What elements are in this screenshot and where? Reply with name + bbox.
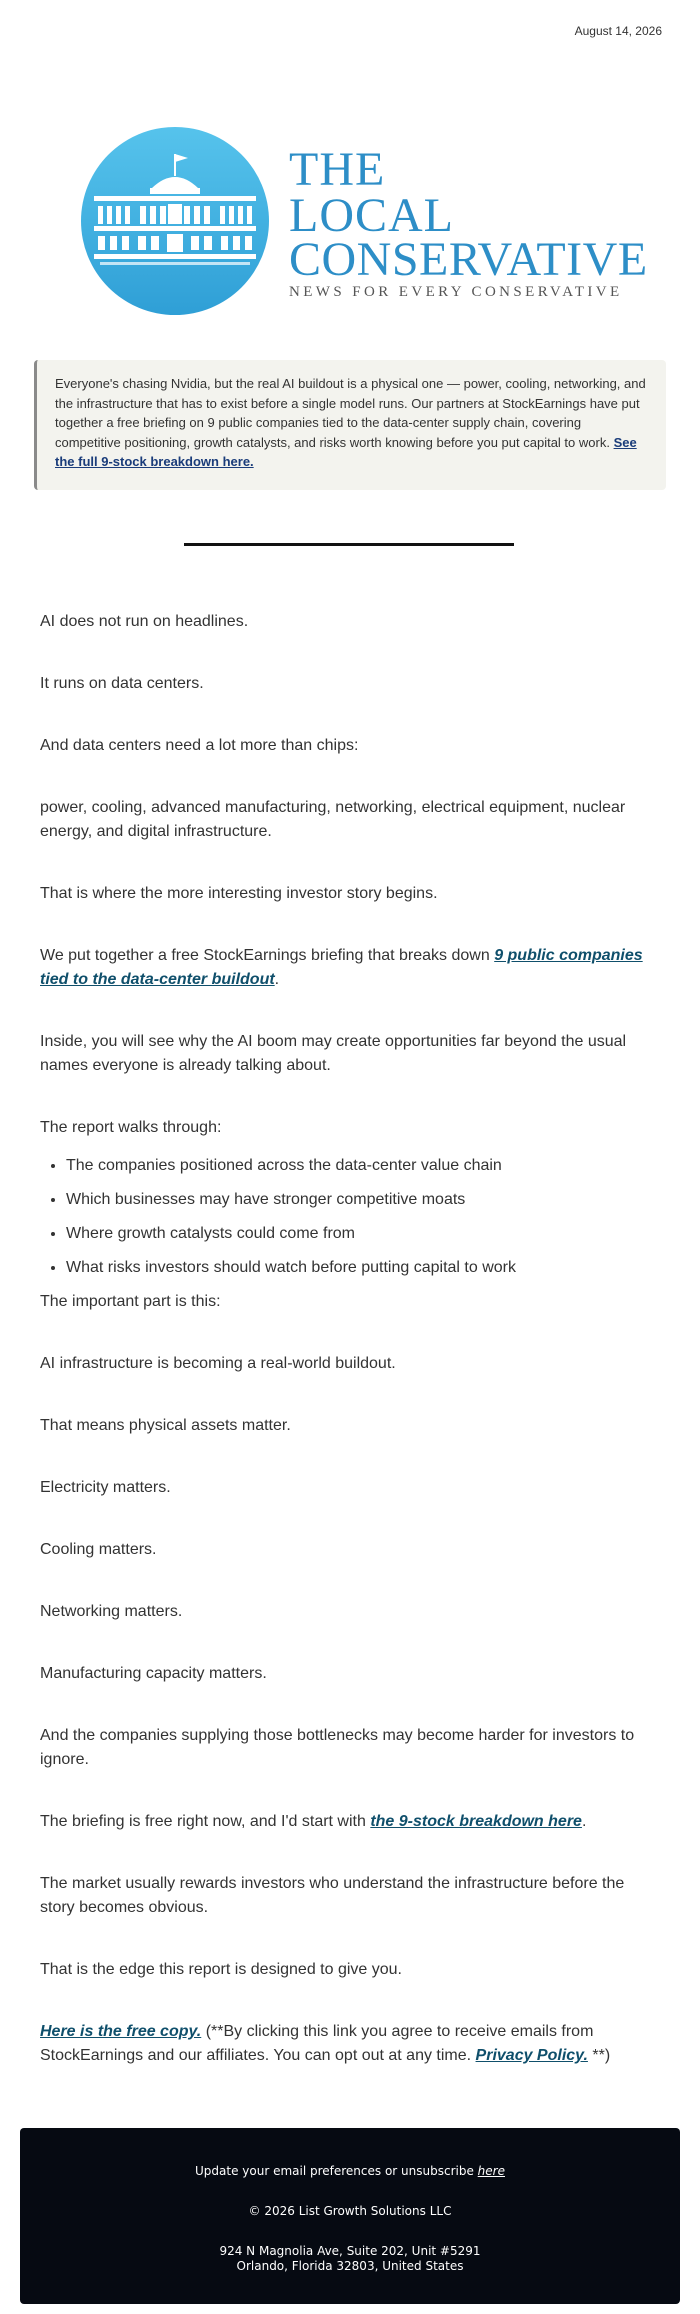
paragraph: power, cooling, advanced manufacturing, networking, electrical equipment, nuclear energy, and digital infrastructure. xyxy=(40,799,626,840)
paragraph: It runs on data centers. xyxy=(40,675,204,692)
paragraph: Networking matters. xyxy=(40,1603,183,1620)
logo-line-1: THE xyxy=(289,143,386,196)
list-item: • Where growth catalysts could come from xyxy=(66,1222,660,1246)
paragraph: The report walks through: xyxy=(40,1119,222,1136)
unsubscribe-link[interactable]: here xyxy=(477,2164,505,2178)
paragraph: The market usually rewards investors who understand the infrastructure before the story becomes obvious. xyxy=(40,1875,625,1916)
companies-link[interactable]: 9 public companies tied to the data-center buildout xyxy=(40,947,643,988)
preferences-text: Update your email preferences or unsubscribe xyxy=(195,2164,478,2178)
email-date: August 14, 2026 xyxy=(574,24,662,38)
logo-wordmark xyxy=(289,143,648,301)
free-copy-link[interactable]: Here is the free copy. xyxy=(40,2023,202,2040)
preferences-line xyxy=(20,2164,680,2178)
paragraph: That means physical assets matter. xyxy=(40,1417,291,1434)
address-line-1: 924 N Magnolia Ave, Suite 202, Unit #5291 xyxy=(219,2244,481,2258)
paragraph: And the companies supplying those bottlenecks may become harder for investors to ignore. xyxy=(40,1727,635,1768)
paragraph xyxy=(40,1810,660,1834)
paragraph: Electricity matters. xyxy=(40,1479,171,1496)
breakdown-link[interactable]: the 9-stock breakdown here xyxy=(370,1813,582,1830)
disclaimer-text: (**By clicking this link you agree to receive emails from StockEarnings and our affiliates. You can opt out at any time. xyxy=(40,2023,594,2064)
copyright: © 2026 List Growth Solutions LLC xyxy=(248,2204,452,2218)
callout-text: Everyone's chasing Nvidia, but the real AI buildout is a physical one — power, cooling, networking, and the infrastructure that has to exist before a single model runs. Our partners at StockEarnings have put together a free briefing on 9 public companies tied to the data-center supply chain, covering competitive positioning, growth catalysts, and risks worth knowing before you put capital to work. xyxy=(55,376,646,450)
paragraph: AI does not run on headlines. xyxy=(40,613,249,630)
logo-line-3: CONSERVATIVE xyxy=(289,233,648,286)
logo xyxy=(80,126,648,316)
text-run: The briefing is free right now, and I'd start with xyxy=(40,1813,371,1830)
logo-tagline: NEWS FOR EVERY CONSERVATIVE xyxy=(289,284,623,300)
address-line-2: Orlando, Florida 32803, United States xyxy=(236,2259,464,2273)
text-run: **) xyxy=(587,2047,611,2064)
callout-link[interactable]: See the full 9-stock breakdown here. xyxy=(55,434,637,469)
text-run: . xyxy=(274,971,280,988)
paragraph xyxy=(40,944,660,992)
email-footer xyxy=(20,2128,680,2304)
paragraph xyxy=(40,2020,660,2068)
paragraph: Inside, you will see why the AI boom may create opportunities far beyond the usual names everyone is already talking about. xyxy=(40,1033,627,1074)
list-item: • What risks investors should watch before putting capital to work xyxy=(66,1256,660,1280)
list-item: • The companies positioned across the data-center value chain xyxy=(66,1154,660,1178)
white-house-icon xyxy=(80,126,270,316)
article-body xyxy=(40,610,660,2106)
text-run: . xyxy=(581,1813,587,1830)
paragraph: The important part is this: xyxy=(40,1293,221,1310)
paragraph: That is the edge this report is designed to give you. xyxy=(40,1961,402,1978)
sponsor-callout xyxy=(34,360,666,490)
privacy-policy-link[interactable]: Privacy Policy. xyxy=(475,2047,588,2064)
divider xyxy=(184,543,514,546)
report-list xyxy=(40,1154,660,1280)
text-run: We put together a free StockEarnings briefing that breaks down xyxy=(40,947,495,964)
list-item: • Which businesses may have stronger competitive moats xyxy=(66,1188,660,1212)
paragraph: AI infrastructure is becoming a real-world buildout. xyxy=(40,1355,396,1372)
logo-line-2: LOCAL xyxy=(289,189,454,242)
address xyxy=(20,2244,680,2274)
paragraph: And data centers need a lot more than chips: xyxy=(40,737,359,754)
paragraph: Manufacturing capacity matters. xyxy=(40,1665,267,1682)
paragraph: Cooling matters. xyxy=(40,1541,157,1558)
paragraph: That is where the more interesting investor story begins. xyxy=(40,885,438,902)
